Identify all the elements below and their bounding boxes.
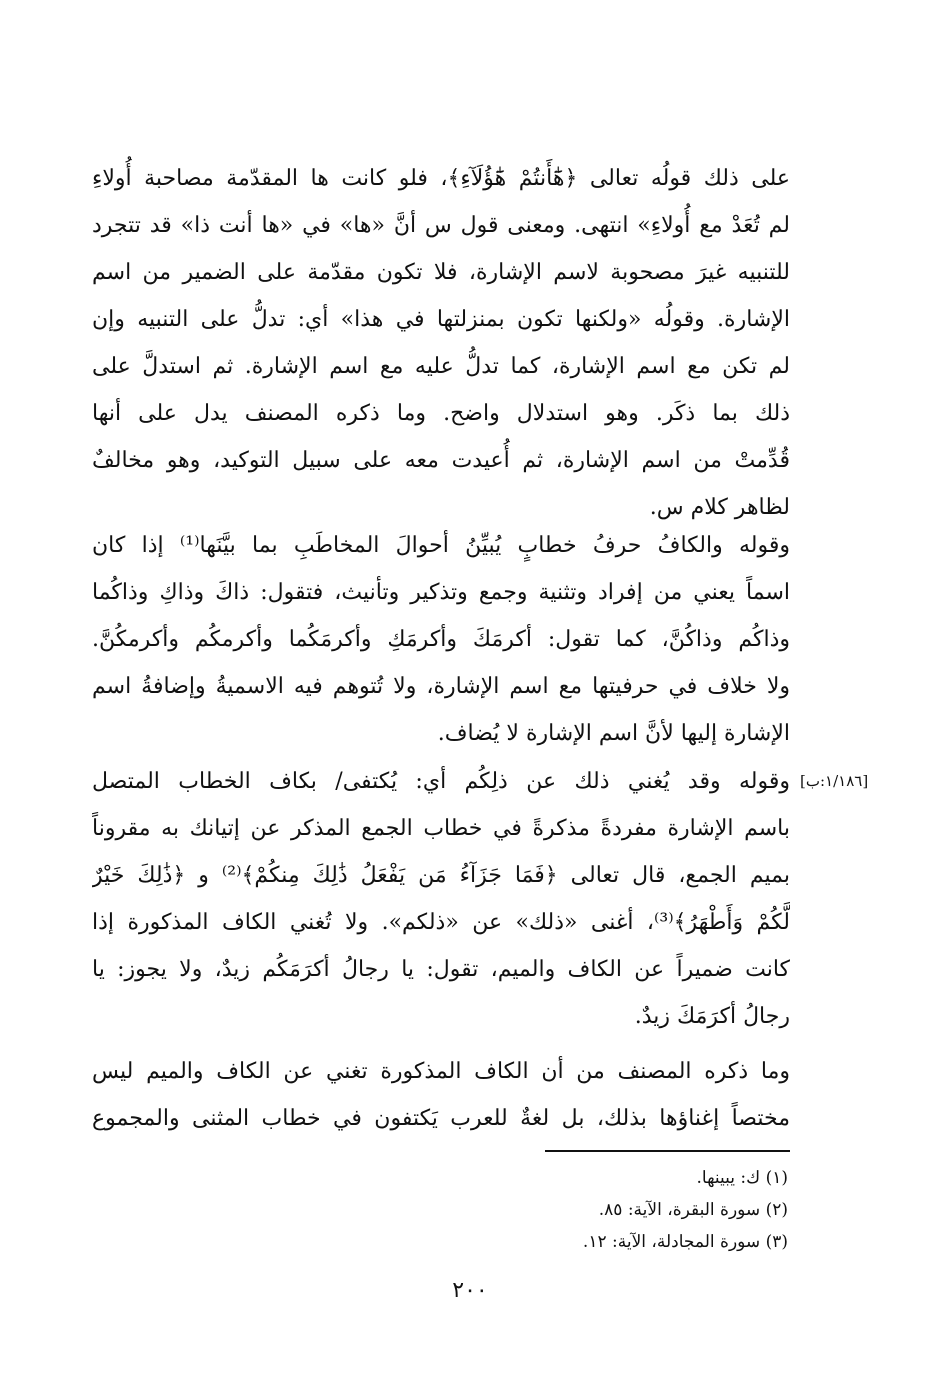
paragraph-3 <box>92 758 790 1040</box>
text-line: مختصاً إغناؤها بذلك، بل لغةٌ للعرب يَكتفون في خطاب المثنى والمجموع <box>92 1106 790 1131</box>
text-line: لظاهر كلام س. <box>649 495 790 520</box>
paragraph-4 <box>92 1048 790 1142</box>
text-line: كانت ضميراً عن الكاف والميم، تقول: يا رجالُ أكرَمَكُم زيدٌ، ولا يجوز: يا <box>92 957 790 982</box>
text-line: بميم الجمع، قال تعالى ﴿فَمَا جَزَآءُ مَن يَفْعَلُ ذَٰلِكَ مِنكُمْ﴾⁽²⁾ و ﴿ذَٰلِكَ خَيْرٌ <box>92 863 790 888</box>
text-line: وقوله وقد يُغني ذلك عن ذلِكُم أي: يُكتفى/ بكاف الخطاب المتصل <box>92 769 790 794</box>
text-line: رجالُ أكرَمَكَ زيدٌ. <box>634 1004 790 1029</box>
page-number: ٢٠٠ <box>452 1278 488 1303</box>
footnote-item: (١) ك: يبينها. <box>696 1168 788 1188</box>
text-line: على ذلك قولُه تعالى ﴿هَٰٓأَنتُمْ هَٰٓؤُلَآءِ﴾، فلو كانت ها المقدّمة مصاحبة أُولاءِ <box>92 166 790 191</box>
text-line: ولا خلاف في حرفيتها مع اسم الإشارة، ولا تُتوهم فيه الاسميةُ وإضافةُ اسم <box>92 674 790 699</box>
footnote-item: (٣) سورة المجادلة، الآية: ١٢. <box>582 1232 788 1252</box>
text-line: وما ذكره المصنف من أن الكاف المذكورة تغني عن الكاف والميم ليس <box>92 1059 790 1084</box>
text-line: الإشارة إليها لأنَّ اسم الإشارة لا يُضاف. <box>437 721 790 746</box>
text-line: لم تُعَدْ مع أُولاءِ» انتهى. ومعنى قول س أنَّ «ها» في «ها أنت ذا» قد تتجرد <box>92 213 790 238</box>
paragraph-2 <box>92 522 790 757</box>
text-line: الإشارة. وقولُه «ولكنها تكون بمنزلتها في هذا» أي: تدلُّ على التنبيه وإن <box>92 307 790 332</box>
text-line: وقوله والكافُ حرفُ خطابٍ يُبيِّنُ أحوالَ المخاطَبِ بما بيَّنَها⁽¹⁾ إذا كان <box>92 533 790 558</box>
text-line: للتنبيه غيرَ مصحوبة لاسم الإشارة، فلا تكون مقدّمة على الضمير من اسم <box>92 260 790 285</box>
text-line: باسم الإشارة مفردةً مذكرةً في خطاب الجمع المذكر عن إتيانك به مقروناً <box>92 816 790 841</box>
footnote-item: (٢) سورة البقرة، الآية: ٨٥. <box>598 1200 788 1220</box>
text-line: وذاكُم وذاكُنَّ، كما تقول: أكرمَكَ وأكرمَكِ وأكرمَكُما وأكرمكُم وأكرمكُنَّ. <box>92 627 790 652</box>
paragraph-1 <box>92 155 790 531</box>
text-line: لم تكن مع اسم الإشارة، كما تدلُّ عليه مع اسم الإشارة. ثم استدلَّ على <box>92 354 790 379</box>
text-line: لَّكُمْ وَأَطْهَرُ﴾⁽³⁾، أغنى «ذلك» عن «ذلكم». ولا تُغني الكاف المذكورة إذا <box>92 910 790 935</box>
text-line: ذلك بما ذكَر. وهو استدلال واضح. وما ذكره المصنف يدل على أنها <box>92 401 790 426</box>
text-line: اسماً يعني من إفراد وتثنية وجمع وتذكير وتأنيث، فتقول: ذاكَ وذاكِ وذاكُما <box>92 580 790 605</box>
manuscript-folio-note: [١/١٨٦:ب] <box>800 772 869 790</box>
text-line: قُدِّمتْ من اسم الإشارة، ثم أُعيدت معه على سبيل التوكيد، وهو مخالفٌ <box>92 448 790 473</box>
footnotes <box>400 1162 788 1258</box>
footnote-divider <box>545 1150 790 1152</box>
